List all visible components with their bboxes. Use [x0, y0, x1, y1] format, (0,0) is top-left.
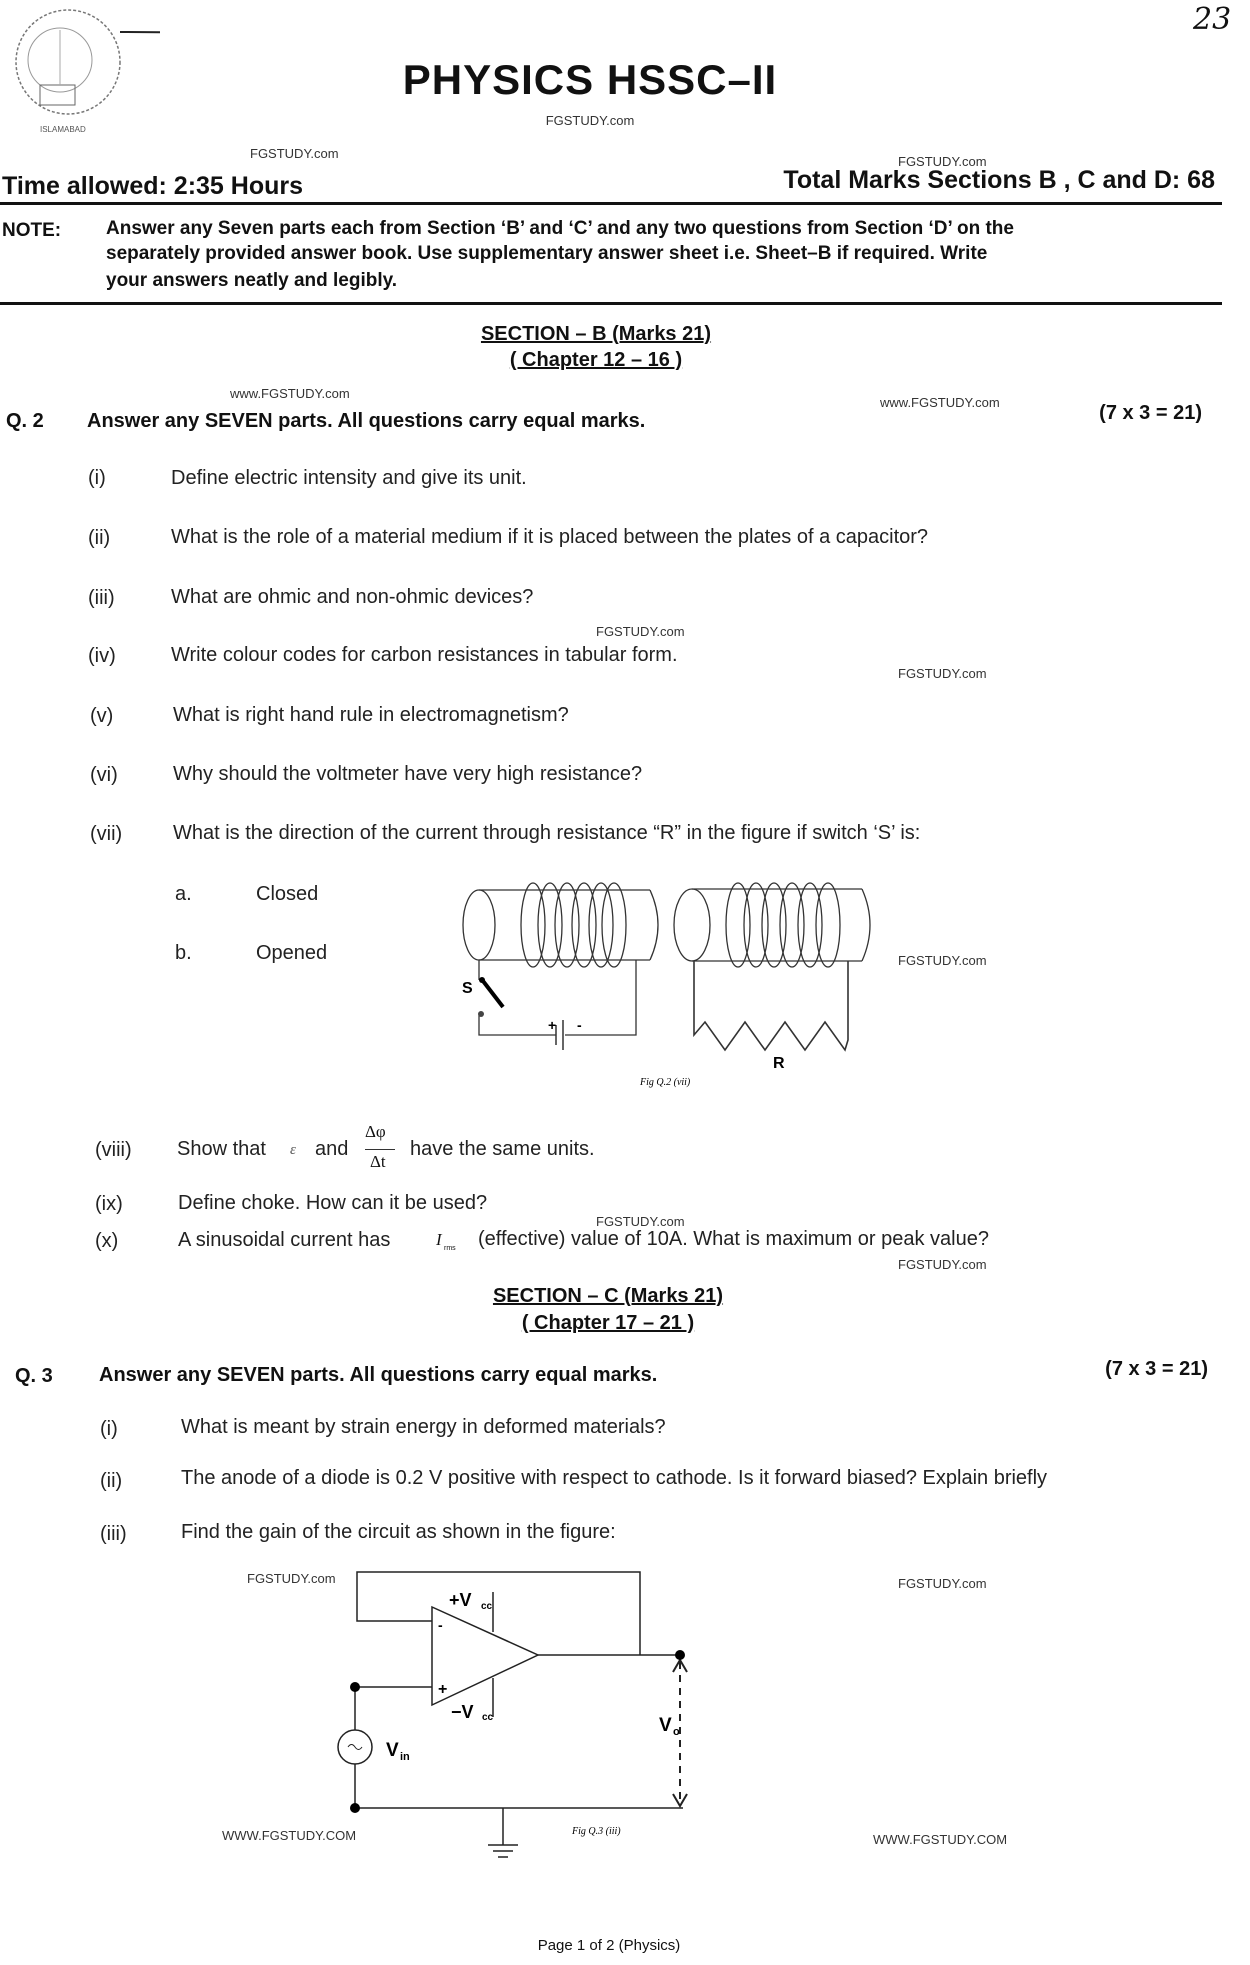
question-instruction: Answer any SEVEN parts. All questions carry equal marks. — [99, 1364, 658, 1386]
part-text: Write colour codes for carbon resistances in tabular form. — [171, 644, 678, 666]
section-b-chapters: ( Chapter 12 – 16 ) — [509, 349, 683, 371]
page-title: PHYSICS HSSC–II — [402, 56, 778, 103]
battery-minus: - — [577, 1017, 582, 1033]
part-text: Why should the voltmeter have very high resistance? — [173, 763, 643, 785]
ground-icon — [488, 1808, 518, 1857]
part-number: (ix) — [95, 1193, 123, 1215]
part-text: Find the gain of the circuit as shown in the figure: — [181, 1521, 616, 1543]
watermark: FGSTUDY.com — [898, 1257, 987, 1272]
irms-subscript: rms — [444, 1245, 456, 1252]
emf-symbol: ε — [290, 1142, 296, 1158]
switch-label: S — [462, 980, 473, 997]
part-text: What are ohmic and non-ohmic devices? — [171, 586, 534, 608]
fraction-denominator: Δt — [370, 1152, 386, 1171]
part-number: (x) — [95, 1230, 119, 1252]
part-text: Define choke. How can it be used? — [178, 1192, 488, 1214]
part-text: and — [315, 1138, 349, 1160]
vo-label: V — [659, 1715, 672, 1736]
part-text: What is right hand rule in electromagnetism? — [173, 704, 569, 726]
ac-source-icon — [338, 1730, 372, 1764]
watermark: FGSTUDY.com — [247, 1571, 336, 1586]
part-text: What is the direction of the current through resistance “R” in the figure if switch ‘S’ is: — [173, 822, 921, 844]
figure-caption: Fig Q.3 (iii) — [572, 1826, 621, 1837]
total-marks: Total Marks Sections B , C and D: 68 — [783, 166, 1215, 194]
part-number: (vii) — [90, 823, 123, 845]
part-number: (i) — [88, 467, 106, 489]
vcc-negative-label: −V — [451, 1702, 474, 1722]
watermark: FGSTUDY.com — [250, 146, 339, 161]
inverting-input-label: - — [438, 1617, 443, 1633]
vcc-positive-label: +V — [449, 1590, 472, 1610]
question-number: Q. 3 — [15, 1365, 53, 1387]
subpart-label: b. — [175, 942, 192, 964]
vcc-subscript: cc — [482, 1712, 494, 1723]
section-c-title: SECTION – C (Marks 21) — [492, 1285, 724, 1307]
noninverting-input-label: + — [438, 1681, 448, 1698]
watermark: www.FGSTUDY.com — [880, 395, 1000, 410]
part-text: have the same units. — [410, 1138, 595, 1160]
vcc-subscript: cc — [481, 1601, 493, 1612]
question-marks: (7 x 3 = 21) — [1105, 1358, 1208, 1380]
watermark: FGSTUDY.com — [898, 666, 987, 681]
part-text: A sinusoidal current has — [178, 1229, 391, 1251]
part-number: (iii) — [100, 1523, 127, 1545]
note-label: NOTE: — [2, 220, 62, 241]
figure-caption: Fig Q.2 (vii) — [640, 1077, 691, 1088]
part-number: (vi) — [90, 764, 118, 786]
page-footer: Page 1 of 2 (Physics) — [537, 1937, 681, 1954]
watermark: FGSTUDY.com — [596, 1214, 685, 1229]
battery-plus: + — [548, 1017, 557, 1033]
part-text: What is the role of a material medium if it is placed between the plates of a capacitor? — [171, 526, 929, 548]
part-number: (iii) — [88, 587, 115, 609]
svg-text:ISLAMABAD: ISLAMABAD — [40, 125, 86, 134]
part-number: (ii) — [88, 527, 111, 549]
part-text: (effective) value of 10A. What is maximum or peak value? — [478, 1228, 989, 1250]
part-number: (i) — [100, 1418, 118, 1440]
part-number: (ii) — [100, 1470, 123, 1492]
watermark: WWW.FGSTUDY.COM — [873, 1832, 1008, 1847]
resistor-label: R — [773, 1055, 785, 1072]
time-allowed: Time allowed: 2:35 Hours — [2, 172, 304, 200]
subpart-text: Opened — [256, 942, 328, 964]
watermark: WWW.FGSTUDY.COM — [222, 1828, 357, 1843]
coil-windings-primary — [521, 883, 626, 967]
watermark: FGSTUDY.com — [898, 953, 987, 968]
irms-symbol: I — [436, 1230, 442, 1249]
vin-label: V — [386, 1740, 399, 1761]
section-c-chapters: ( Chapter 17 – 21 ) — [521, 1312, 695, 1334]
fraction-bar — [365, 1149, 395, 1150]
divider — [0, 202, 1222, 205]
handwritten-page-number: 23 — [1193, 2, 1232, 37]
note-line: Answer any Seven parts each from Section ‘B’ and ‘C’ and any two questions from Section ‘D’ on the — [106, 218, 1014, 239]
question-number: Q. 2 — [6, 410, 44, 432]
part-text: Show that — [177, 1138, 266, 1160]
question-instruction: Answer any SEVEN parts. All questions carry equal marks. — [87, 410, 646, 432]
fraction-numerator: Δφ — [365, 1122, 386, 1141]
watermark: FGSTUDY.com — [545, 113, 635, 128]
part-number: (v) — [90, 705, 114, 727]
part-text: The anode of a diode is 0.2 V positive with respect to cathode. Is it forward biased? Explain briefly — [181, 1467, 1048, 1489]
part-text: What is meant by strain energy in deformed materials? — [181, 1416, 666, 1438]
note-line: separately provided answer book. Use supplementary answer sheet i.e. Sheet–B if required. Write — [106, 243, 988, 264]
part-number: (viii) — [95, 1139, 132, 1161]
question-marks: (7 x 3 = 21) — [1099, 402, 1202, 424]
subpart-text: Closed — [256, 883, 319, 905]
switch-icon — [483, 981, 503, 1007]
note-line: your answers neatly and legibly. — [106, 270, 398, 291]
opamp-triangle — [432, 1607, 538, 1705]
watermark: FGSTUDY.com — [898, 1576, 987, 1591]
part-number: (iv) — [88, 645, 116, 667]
vin-subscript: in — [400, 1751, 410, 1763]
section-b-title: SECTION – B (Marks 21) — [480, 323, 712, 345]
watermark: www.FGSTUDY.com — [230, 386, 350, 401]
divider — [0, 302, 1222, 305]
watermark: FGSTUDY.com — [596, 624, 685, 639]
subpart-label: a. — [175, 883, 192, 905]
vo-subscript: o — [673, 1726, 680, 1738]
part-text: Define electric intensity and give its unit. — [171, 467, 527, 489]
watermark: FGSTUDY.com — [898, 154, 987, 169]
coil-windings-secondary — [726, 883, 840, 967]
